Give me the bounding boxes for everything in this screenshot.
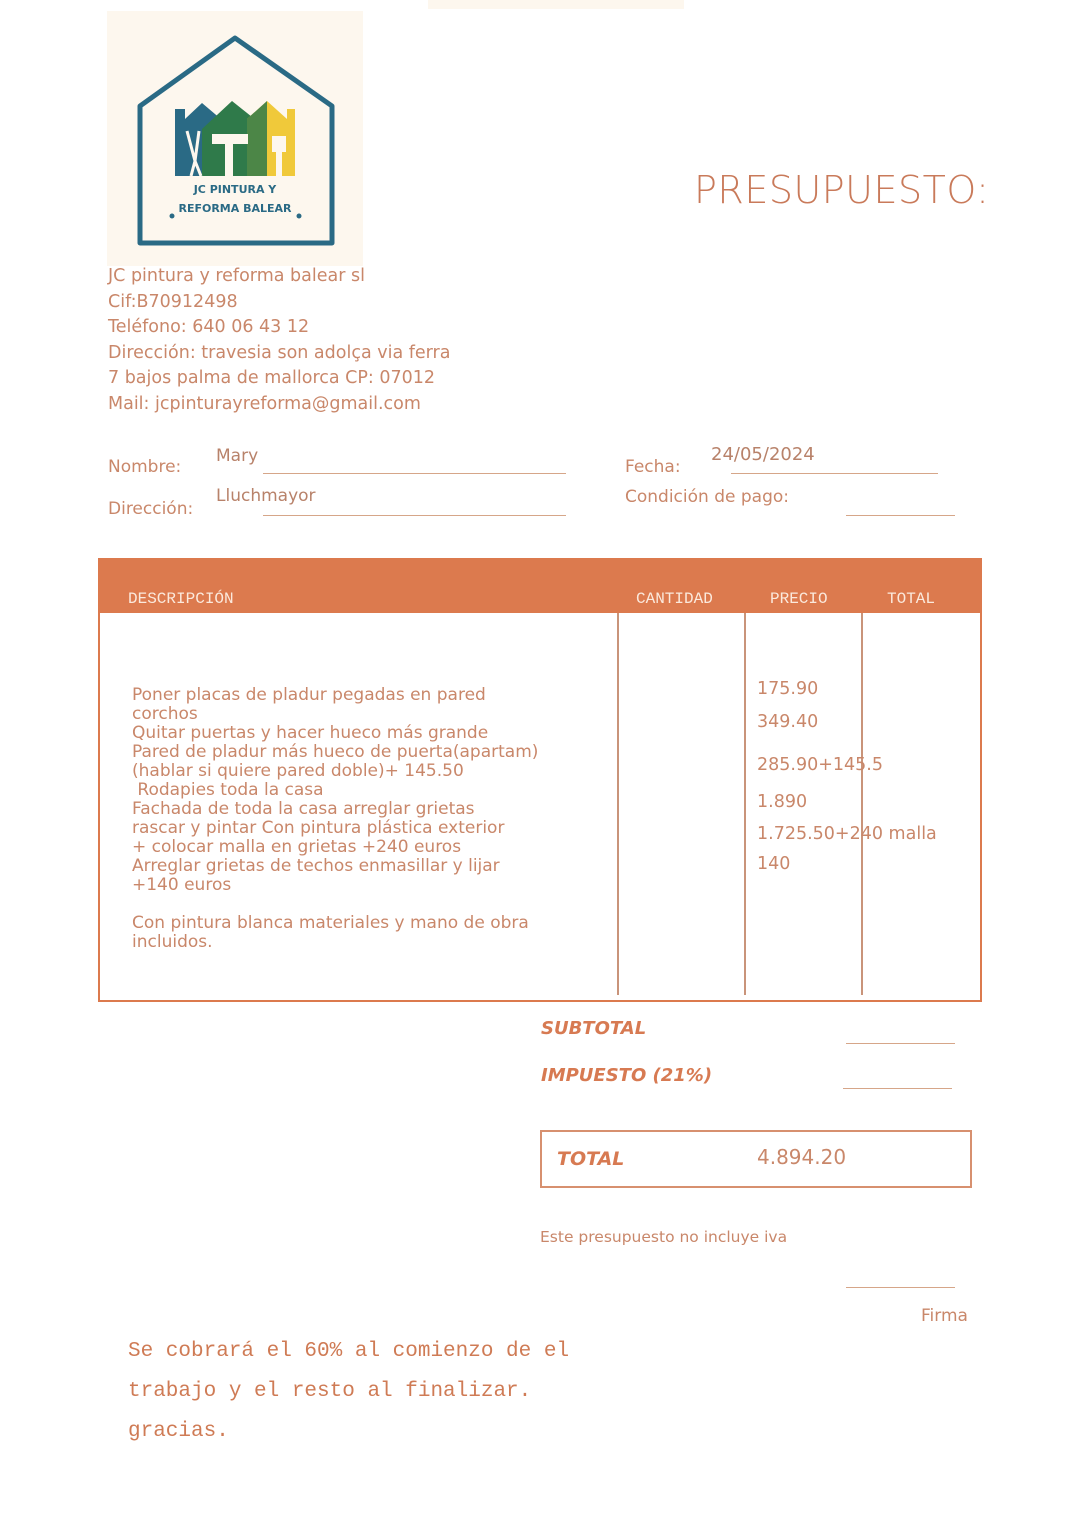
- top-background-strip: [428, 0, 684, 9]
- name-label: Nombre:: [108, 457, 182, 477]
- date-value: 24/05/2024: [711, 444, 815, 465]
- company-cif: Cif:B70912498: [108, 291, 238, 312]
- price-value: 285.90+145.5: [757, 755, 883, 775]
- payment-terms-footer: [128, 1332, 569, 1452]
- description-line: [132, 895, 612, 914]
- subtotal-label: SUBTOTAL: [541, 1018, 647, 1039]
- address-label: Dirección:: [108, 499, 194, 519]
- logo-text-line2: REFORMA BALEAR: [178, 202, 292, 215]
- date-label: Fecha:: [625, 457, 681, 477]
- house-tools-logo-icon: [107, 11, 363, 266]
- description-line: Pared de pladur más hueco de puerta(apartam): [132, 742, 539, 762]
- company-address-line1: Dirección: travesia son adolça via ferra: [108, 342, 451, 363]
- tax-underline: [843, 1088, 952, 1089]
- company-phone: Teléfono: 640 06 43 12: [108, 317, 310, 337]
- company-mail: Mail: jcpinturayreforma@gmail.com: [108, 393, 421, 414]
- company-name: JC pintura y reforma balear sl: [108, 266, 365, 286]
- name-underline: [263, 473, 566, 474]
- company-logo: [107, 11, 363, 266]
- header-quantity: CANTIDAD: [636, 590, 713, 608]
- total-value: 4.894.20: [757, 1145, 847, 1169]
- header-total: TOTAL: [887, 590, 936, 608]
- price-value: 140: [757, 854, 791, 874]
- name-value: Mary: [216, 446, 259, 466]
- description-line: Rodapies toda la casa: [132, 780, 324, 800]
- payment-condition-underline: [846, 515, 955, 516]
- footer-line: Se cobrará el 60% al comienzo de el: [128, 1340, 570, 1363]
- price-value: 1.890: [757, 792, 808, 812]
- footer-line: trabajo y el resto al finalizar.: [128, 1380, 532, 1403]
- description-line: + colocar malla en grietas +240 euros: [132, 837, 462, 857]
- signature-label: Firma: [921, 1306, 968, 1326]
- column-divider: [744, 613, 746, 995]
- document-title: PRESUPUESTO:: [694, 168, 990, 212]
- iva-note: Este presupuesto no incluye iva: [540, 1228, 788, 1246]
- description-line: (hablar si quiere pared doble)+ 145.50: [132, 761, 464, 781]
- description-line: Quitar puertas y hacer hueco más grande: [132, 723, 489, 743]
- description-line: incluidos.: [132, 932, 213, 952]
- description-line: rascar y pintar Con pintura plástica exterior: [132, 818, 505, 838]
- description-line: Fachada de toda la casa arreglar grietas: [132, 799, 475, 819]
- price-value: 175.90: [757, 679, 819, 699]
- footer-line: gracias.: [128, 1420, 229, 1443]
- price-value: 1.725.50+240 malla: [757, 824, 937, 844]
- signature-line: [846, 1287, 955, 1288]
- tax-label: IMPUESTO (21%): [541, 1065, 713, 1086]
- logo-text-line1: JC PINTURA Y: [193, 183, 277, 196]
- total-label: TOTAL: [557, 1148, 625, 1170]
- description-line: Poner placas de pladur pegadas en pared: [132, 685, 486, 705]
- column-divider: [861, 613, 863, 995]
- subtotal-underline: [846, 1043, 955, 1044]
- company-address-line2: 7 bajos palma de mallorca CP: 07012: [108, 368, 436, 388]
- description-cell: [132, 686, 612, 952]
- column-divider: [617, 613, 619, 995]
- description-line: Arreglar grietas de techos enmasillar y lijar: [132, 856, 500, 876]
- date-underline: [731, 473, 938, 474]
- address-underline: [263, 515, 566, 516]
- address-value: Lluchmayor: [216, 486, 316, 506]
- description-line: +140 euros: [132, 875, 232, 895]
- price-value: 349.40: [757, 712, 819, 732]
- description-line: Con pintura blanca materiales y mano de obra: [132, 913, 529, 933]
- header-price: PRECIO: [770, 590, 828, 608]
- description-line: corchos: [132, 704, 198, 724]
- company-info: [108, 264, 450, 417]
- payment-condition-label: Condición de pago:: [625, 487, 789, 507]
- header-description: DESCRIPCIÓN: [128, 590, 234, 608]
